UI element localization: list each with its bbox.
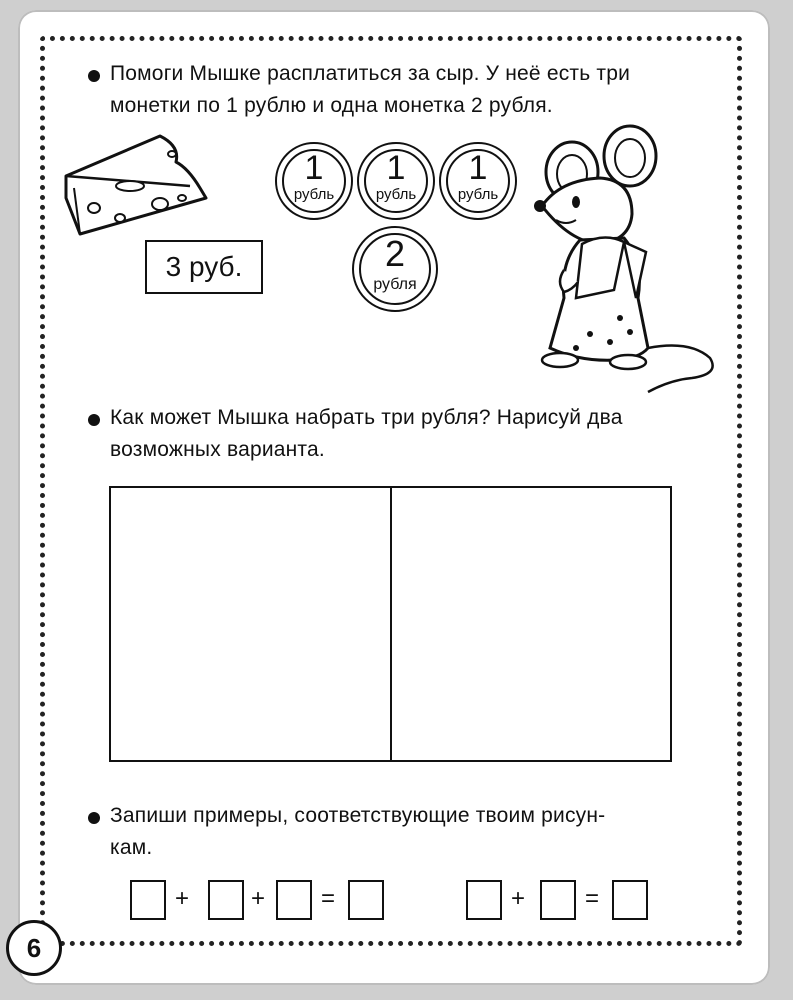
answer-box[interactable] (130, 880, 166, 920)
task-2-line-2: возможных варианта. (110, 438, 325, 461)
drawing-area-variant-2[interactable] (390, 486, 672, 762)
task-3 (88, 800, 728, 864)
coin-1-ruble (439, 142, 517, 220)
plus-sign: + (174, 885, 189, 912)
coin-value: 2 (384, 233, 406, 274)
coin-2-rubles (352, 226, 438, 312)
answer-box[interactable] (466, 880, 502, 920)
task-1-line-2: монетки по 1 рублю и одна монетка 2 рубля. (110, 94, 553, 117)
bullet-icon (88, 70, 100, 82)
drawing-area-variant-1[interactable] (109, 486, 392, 762)
equals-sign: = (320, 885, 335, 912)
task-1-line-1: Помоги Мышке расплатиться за сыр. У неё есть три (110, 62, 631, 85)
answer-box[interactable] (540, 880, 576, 920)
price-tag: 3 руб. (145, 240, 263, 294)
bullet-icon (88, 414, 100, 426)
answer-box[interactable] (348, 880, 384, 920)
answer-box[interactable] (276, 880, 312, 920)
page-number: 6 (6, 920, 62, 976)
answer-box[interactable] (208, 880, 244, 920)
answer-box[interactable] (612, 880, 648, 920)
cheese-icon (60, 128, 210, 240)
mouse-icon (520, 122, 730, 400)
task-1 (88, 58, 728, 122)
coin-value: 1 (386, 149, 406, 187)
task-2-line-1: Как может Мышка набрать три рубля? Нарисуй два (110, 406, 623, 429)
coin-unit: рубля (373, 276, 417, 293)
coin-1-ruble (357, 142, 435, 220)
coin-value: 1 (468, 149, 488, 187)
plus-sign: + (510, 885, 525, 912)
coin-unit: рубль (375, 186, 417, 203)
task-3-line-1: Запиши примеры, соответствующие твоим рисун- (110, 804, 606, 827)
task-2 (88, 402, 728, 466)
task-3-line-2: кам. (110, 836, 153, 859)
plus-sign: + (250, 885, 265, 912)
coin-1-ruble (275, 142, 353, 220)
equals-sign: = (584, 885, 599, 912)
coin-unit: рубль (293, 186, 335, 203)
coin-value: 1 (304, 149, 324, 187)
coin-unit: рубль (457, 186, 499, 203)
bullet-icon (88, 812, 100, 824)
